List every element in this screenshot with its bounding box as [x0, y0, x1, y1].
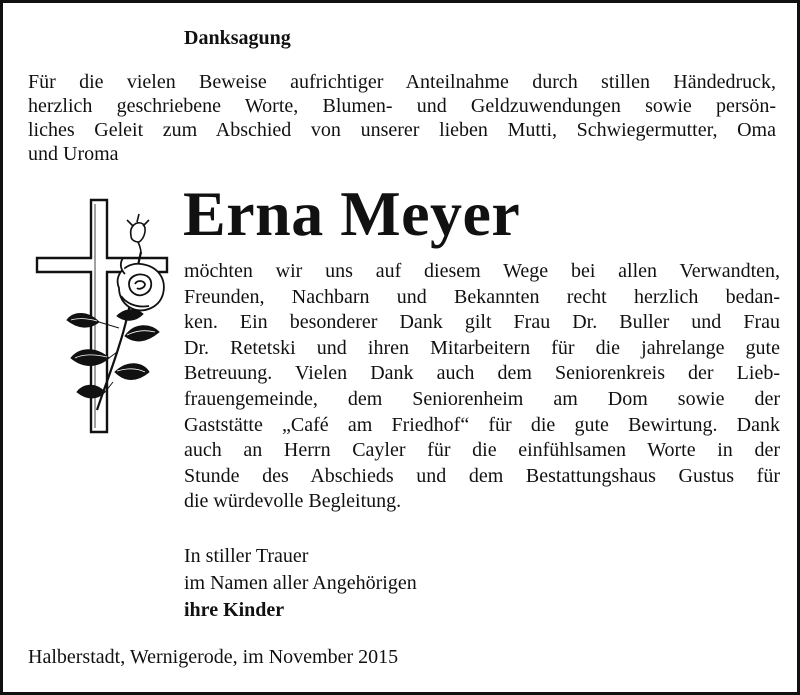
- signoff-signature: ihre Kinder: [184, 599, 285, 621]
- intro-line: Für die vielen Beweise aufrichtiger Anteilnahme durch stillen Händedruck,: [28, 71, 776, 93]
- intro-paragraph: [28, 70, 776, 166]
- thanks-line: Stunde des Abschieds und dem Bestattungshaus Gustus für: [184, 464, 780, 487]
- signoff-line: im Namen aller Angehörigen: [184, 572, 417, 594]
- thanks-line: frauengemeinde, dem Seniorenheim am Dom sowie der: [184, 387, 780, 410]
- notice-heading: Danksagung: [184, 27, 291, 49]
- thanks-line: ken. Ein besonderer Dank gilt Frau Dr. Buller und Frau: [184, 311, 780, 334]
- place-and-date: Halberstadt, Wernigerode, im November 2015: [28, 646, 399, 668]
- signoff-line: In stiller Trauer: [184, 545, 309, 567]
- thanks-line: möchten wir uns auf diesem Wege bei allen Verwandten,: [184, 260, 780, 282]
- intro-line: liches Geleit zum Abschied von unserer lieben Mutti, Schwiegermutter, Oma: [28, 119, 776, 141]
- cross-with-rose-icon: [33, 196, 173, 436]
- thanks-paragraph: [184, 259, 780, 515]
- signoff-block: [184, 543, 417, 624]
- thanks-line: Dr. Retetski und ihren Mitarbeitern für die jahrelange gute: [184, 336, 780, 359]
- thanks-line: Freunden, Nachbarn und Bekannten recht herzlich bedan-: [184, 285, 780, 308]
- thanks-line: auch an Herrn Cayler für die einfühlsamen Worte in der: [184, 439, 780, 462]
- deceased-name: Erna Meyer: [183, 178, 521, 249]
- intro-line: herzlich geschriebene Worte, Blumen- und Geldzuwendungen sowie persön-: [28, 95, 776, 117]
- thanks-line: die würdevolle Begleitung.: [184, 490, 402, 513]
- intro-line: und Uroma: [28, 143, 119, 165]
- thanks-line: Gaststätte „Café am Friedhof“ für die gute Bewirtung. Dank: [184, 413, 780, 436]
- thanks-line: Betreuung. Vielen Dank auch dem Seniorenkreis der Lieb-: [184, 362, 780, 385]
